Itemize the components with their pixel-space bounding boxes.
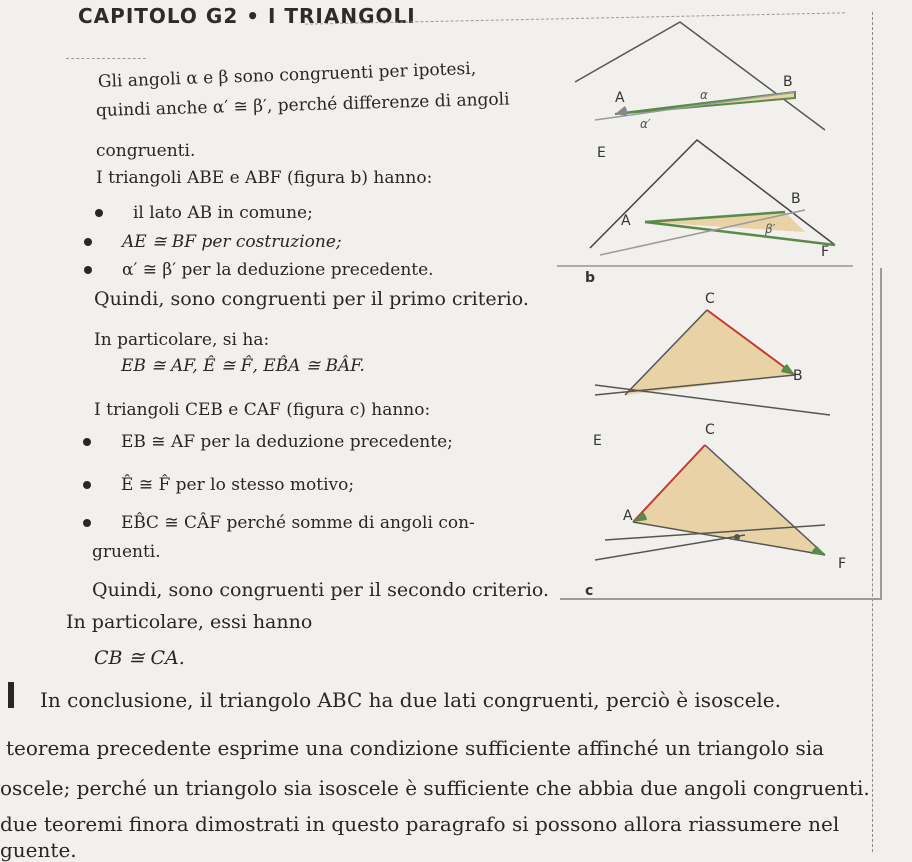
figure-c-upper <box>595 291 830 415</box>
label-b-fig-a: B <box>783 74 793 90</box>
section-title: I TRIANGOLI <box>267 4 416 28</box>
text-line-11: teorema precedente esprime una condizione sufficiente affinché un triangolo sia <box>6 736 825 760</box>
bullet-item-2: AE ≅ BF per costruzione; <box>122 232 342 252</box>
text-line-13: due teoremi finora dimostrati in questo paragrafo si possono allora riassumere nel <box>0 812 840 836</box>
label-f-fig-b: F <box>821 244 830 260</box>
text-line-3: congruenti. <box>96 141 196 161</box>
figure-frame-right <box>880 268 882 598</box>
equation-2: CB ≅ CA. <box>94 647 185 669</box>
figure-c-lower <box>585 422 846 599</box>
figure-a <box>575 22 825 131</box>
text-line-5: Quindi, sono congruenti per il primo criterio. <box>94 288 529 310</box>
header-bullet: • <box>246 4 260 28</box>
conclusion-marker <box>8 682 14 708</box>
text-line-12: oscele; perché un triangolo sia isoscele è sufficiente che abbia due angoli congruenti. <box>0 776 870 800</box>
label-c-fig-c-bottom: C <box>705 422 715 438</box>
bullet-item-6-cont: gruenti. <box>92 542 161 562</box>
text-line-8: Quindi, sono congruenti per il secondo criterio. <box>92 579 550 601</box>
label-e-fig-c: E <box>593 433 602 449</box>
label-b-fig-b: B <box>791 191 801 207</box>
label-alpha-a: α <box>700 88 708 102</box>
geometry-figures <box>555 20 875 610</box>
bullet-item-4: EB ≅ AF per la deduzione precedente; <box>121 432 453 452</box>
text-line-2: quindi anche α′ ≅ β′, perché differenze di angoli <box>95 89 510 121</box>
label-c-fig-c-top: C <box>705 291 715 307</box>
chapter-header <box>78 4 416 28</box>
text-line-1: Gli angoli α e β sono congruenti per ipotesi, <box>97 58 477 92</box>
text-line-14: guente. <box>0 838 77 862</box>
label-a-fig-a: A <box>615 90 625 106</box>
text-line-9: In particolare, essi hanno <box>66 611 313 633</box>
label-beta-prime-b: β′ <box>765 222 776 236</box>
caption-c: c <box>585 583 594 599</box>
section-divider <box>66 58 146 59</box>
equation-1: EB ≅ AF, Ê ≅ F̂, EB̂A ≅ BÂF. <box>121 356 365 376</box>
figure-b <box>585 140 835 286</box>
text-line-7: I triangoli CEB e CAF (figura c) hanno: <box>94 400 431 420</box>
chapter-title: CAPITOLO G2 <box>78 4 239 28</box>
label-a-fig-b: A <box>621 213 631 229</box>
caption-b: b <box>585 270 596 286</box>
conclusion-line: In conclusione, il triangolo ABC ha due lati congruenti, perciò è isoscele. <box>40 688 781 712</box>
label-a-fig-c: A <box>623 508 633 524</box>
label-alpha-prime-a: α′ <box>640 117 651 131</box>
label-e-fig-b: E <box>597 145 606 161</box>
label-b-fig-c: B <box>793 368 803 384</box>
bullet-item-3: α′ ≅ β′ per la deduzione precedente. <box>122 260 434 280</box>
bullet-item-5: Ê ≅ F̂ per lo stesso motivo; <box>121 475 355 495</box>
bullet-item-6: EB̂C ≅ CÂF perché somme di angoli con- <box>121 513 475 533</box>
label-f-fig-c: F <box>838 556 847 572</box>
text-line-4: I triangoli ABE e ABF (figura b) hanno: <box>96 168 433 188</box>
bullet-item-1: il lato AB in comune; <box>133 203 313 223</box>
text-line-6: In particolare, si ha: <box>94 330 270 350</box>
